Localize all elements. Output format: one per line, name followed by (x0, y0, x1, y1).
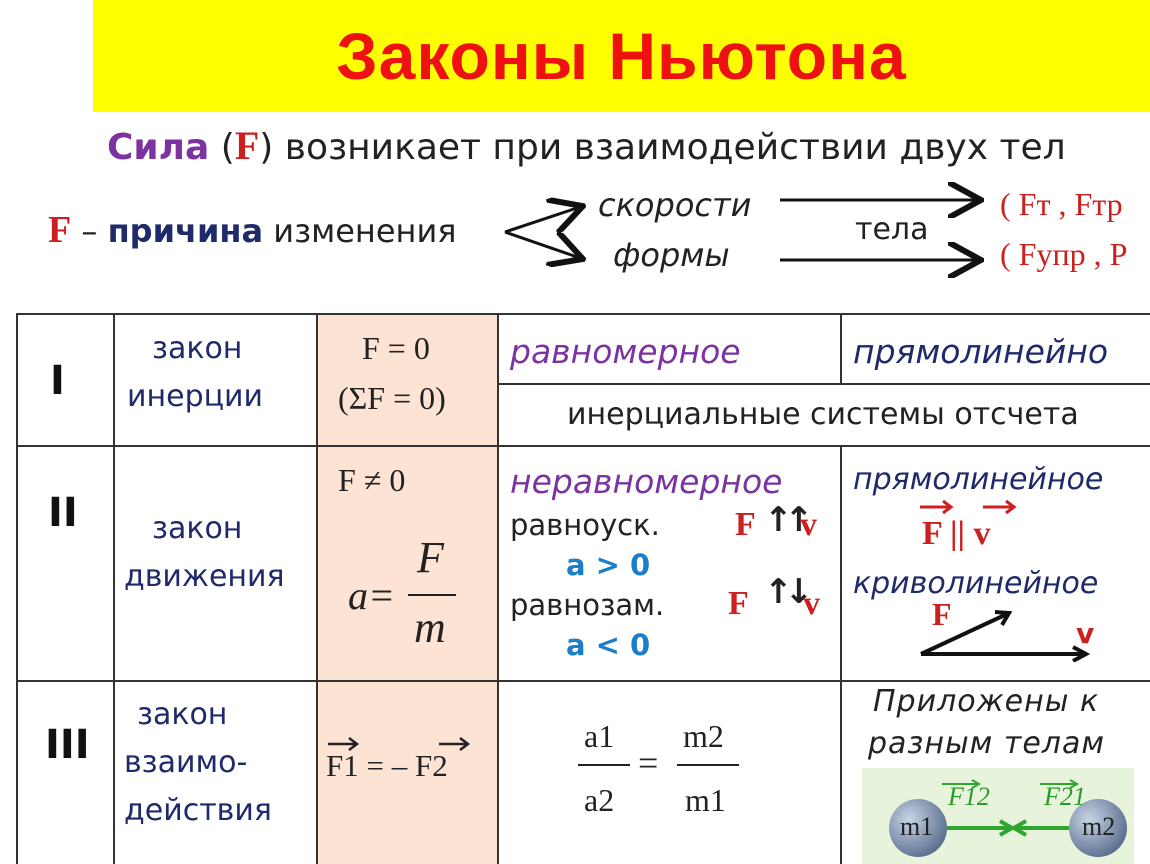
forces-speed: ( Fт , Fтр (1000, 186, 1123, 222)
law-name: закон (152, 331, 243, 366)
third-law-equation: F1 = – F2 (326, 748, 448, 783)
ratio-a2: a2 (584, 782, 615, 818)
mass-1-label: m1 (900, 812, 934, 841)
force-label: F (932, 596, 952, 632)
force-symbol: F (728, 585, 749, 622)
table-border (316, 313, 318, 864)
fraction-bar (677, 764, 739, 766)
law-name: закон (137, 697, 228, 732)
motion-type: неравномерное (510, 462, 783, 501)
table-border (16, 445, 1150, 447)
table-border (497, 313, 499, 864)
table-border (16, 313, 1150, 315)
formula-F: F (417, 533, 444, 582)
condition: F ≠ 0 (338, 462, 406, 498)
table-border (16, 313, 18, 864)
ratio-m1: m1 (685, 782, 726, 818)
dash: – (81, 212, 98, 250)
table-border (16, 680, 1150, 682)
mass-2-label: m2 (1082, 812, 1116, 841)
ratio-m2: m2 (683, 718, 724, 754)
ratio-equals: = (638, 743, 659, 783)
page-title: Законы Ньютона (336, 19, 907, 93)
table-border (840, 383, 1150, 385)
trajectory-type: криволинейное (853, 566, 1099, 601)
force-symbol: F (234, 123, 260, 168)
acceleration-negative: a < 0 (566, 628, 651, 662)
law-number: II (48, 490, 78, 536)
vector-arrows-icon (915, 495, 1025, 525)
force-symbol: F (735, 506, 756, 543)
velocity-symbol: v (800, 506, 817, 543)
velocity-label: v (1076, 617, 1095, 650)
fraction-bar (578, 764, 630, 766)
law-name: движения (124, 559, 285, 594)
formy-word: формы (613, 236, 730, 274)
fraction-bar (408, 594, 456, 596)
cause-arrows (0, 0, 1150, 300)
table-border (113, 313, 115, 864)
uniformly-accelerated: равноуск. (510, 508, 660, 542)
velocity-symbol: v (803, 585, 820, 622)
sila-word: Сила (107, 127, 210, 168)
table-border (840, 445, 842, 864)
uniformly-decelerated: равнозам. (510, 588, 665, 622)
intro-text: возникает при взаимодействии двух тел (284, 127, 1066, 168)
law-number: III (45, 722, 90, 768)
applied-text: разным телам (868, 726, 1105, 761)
vector-arrows-icon (326, 732, 486, 752)
paren: ) (259, 127, 274, 168)
forces-shape: ( Fупр , Р (1000, 236, 1128, 272)
force-symbol: F (48, 209, 72, 251)
table-border (840, 313, 842, 383)
ratio-a1: a1 (584, 718, 615, 754)
motion-type: равномерное (510, 332, 741, 371)
acceleration-positive: a > 0 (566, 548, 651, 582)
law-name: инерции (127, 379, 264, 414)
table-border (498, 383, 840, 385)
formula-a: a= (348, 573, 395, 618)
tela-word: тела (855, 212, 929, 247)
codirectional-arrows-icon: ↑↑ (764, 500, 805, 540)
trajectory-type: прямолинейное (853, 462, 1104, 497)
trajectory-type: прямолинейно (853, 332, 1109, 371)
paren: ( (220, 127, 235, 168)
law-number: I (50, 358, 65, 404)
force-F21-label: F21 (1044, 782, 1086, 811)
formula-m: m (414, 603, 446, 652)
law-name: действия (124, 793, 272, 828)
izmeneniya-word: изменения (273, 212, 457, 250)
force-F12-label: F12 (948, 782, 990, 811)
skorosti-word: скорости (598, 186, 752, 224)
opposite-arrows-icon: ↑↓ (764, 572, 805, 612)
prichina-word: причина (107, 212, 264, 250)
condition: (ΣF = 0) (338, 380, 446, 416)
applied-text: Приложены к (873, 684, 1100, 719)
frames-of-reference: инерциальные системы отсчета (567, 397, 1079, 432)
condition: F = 0 (362, 330, 430, 366)
law-name: закон (152, 511, 243, 546)
parallel-relation: F || v (922, 515, 991, 552)
law-name: взаимо- (124, 745, 248, 780)
